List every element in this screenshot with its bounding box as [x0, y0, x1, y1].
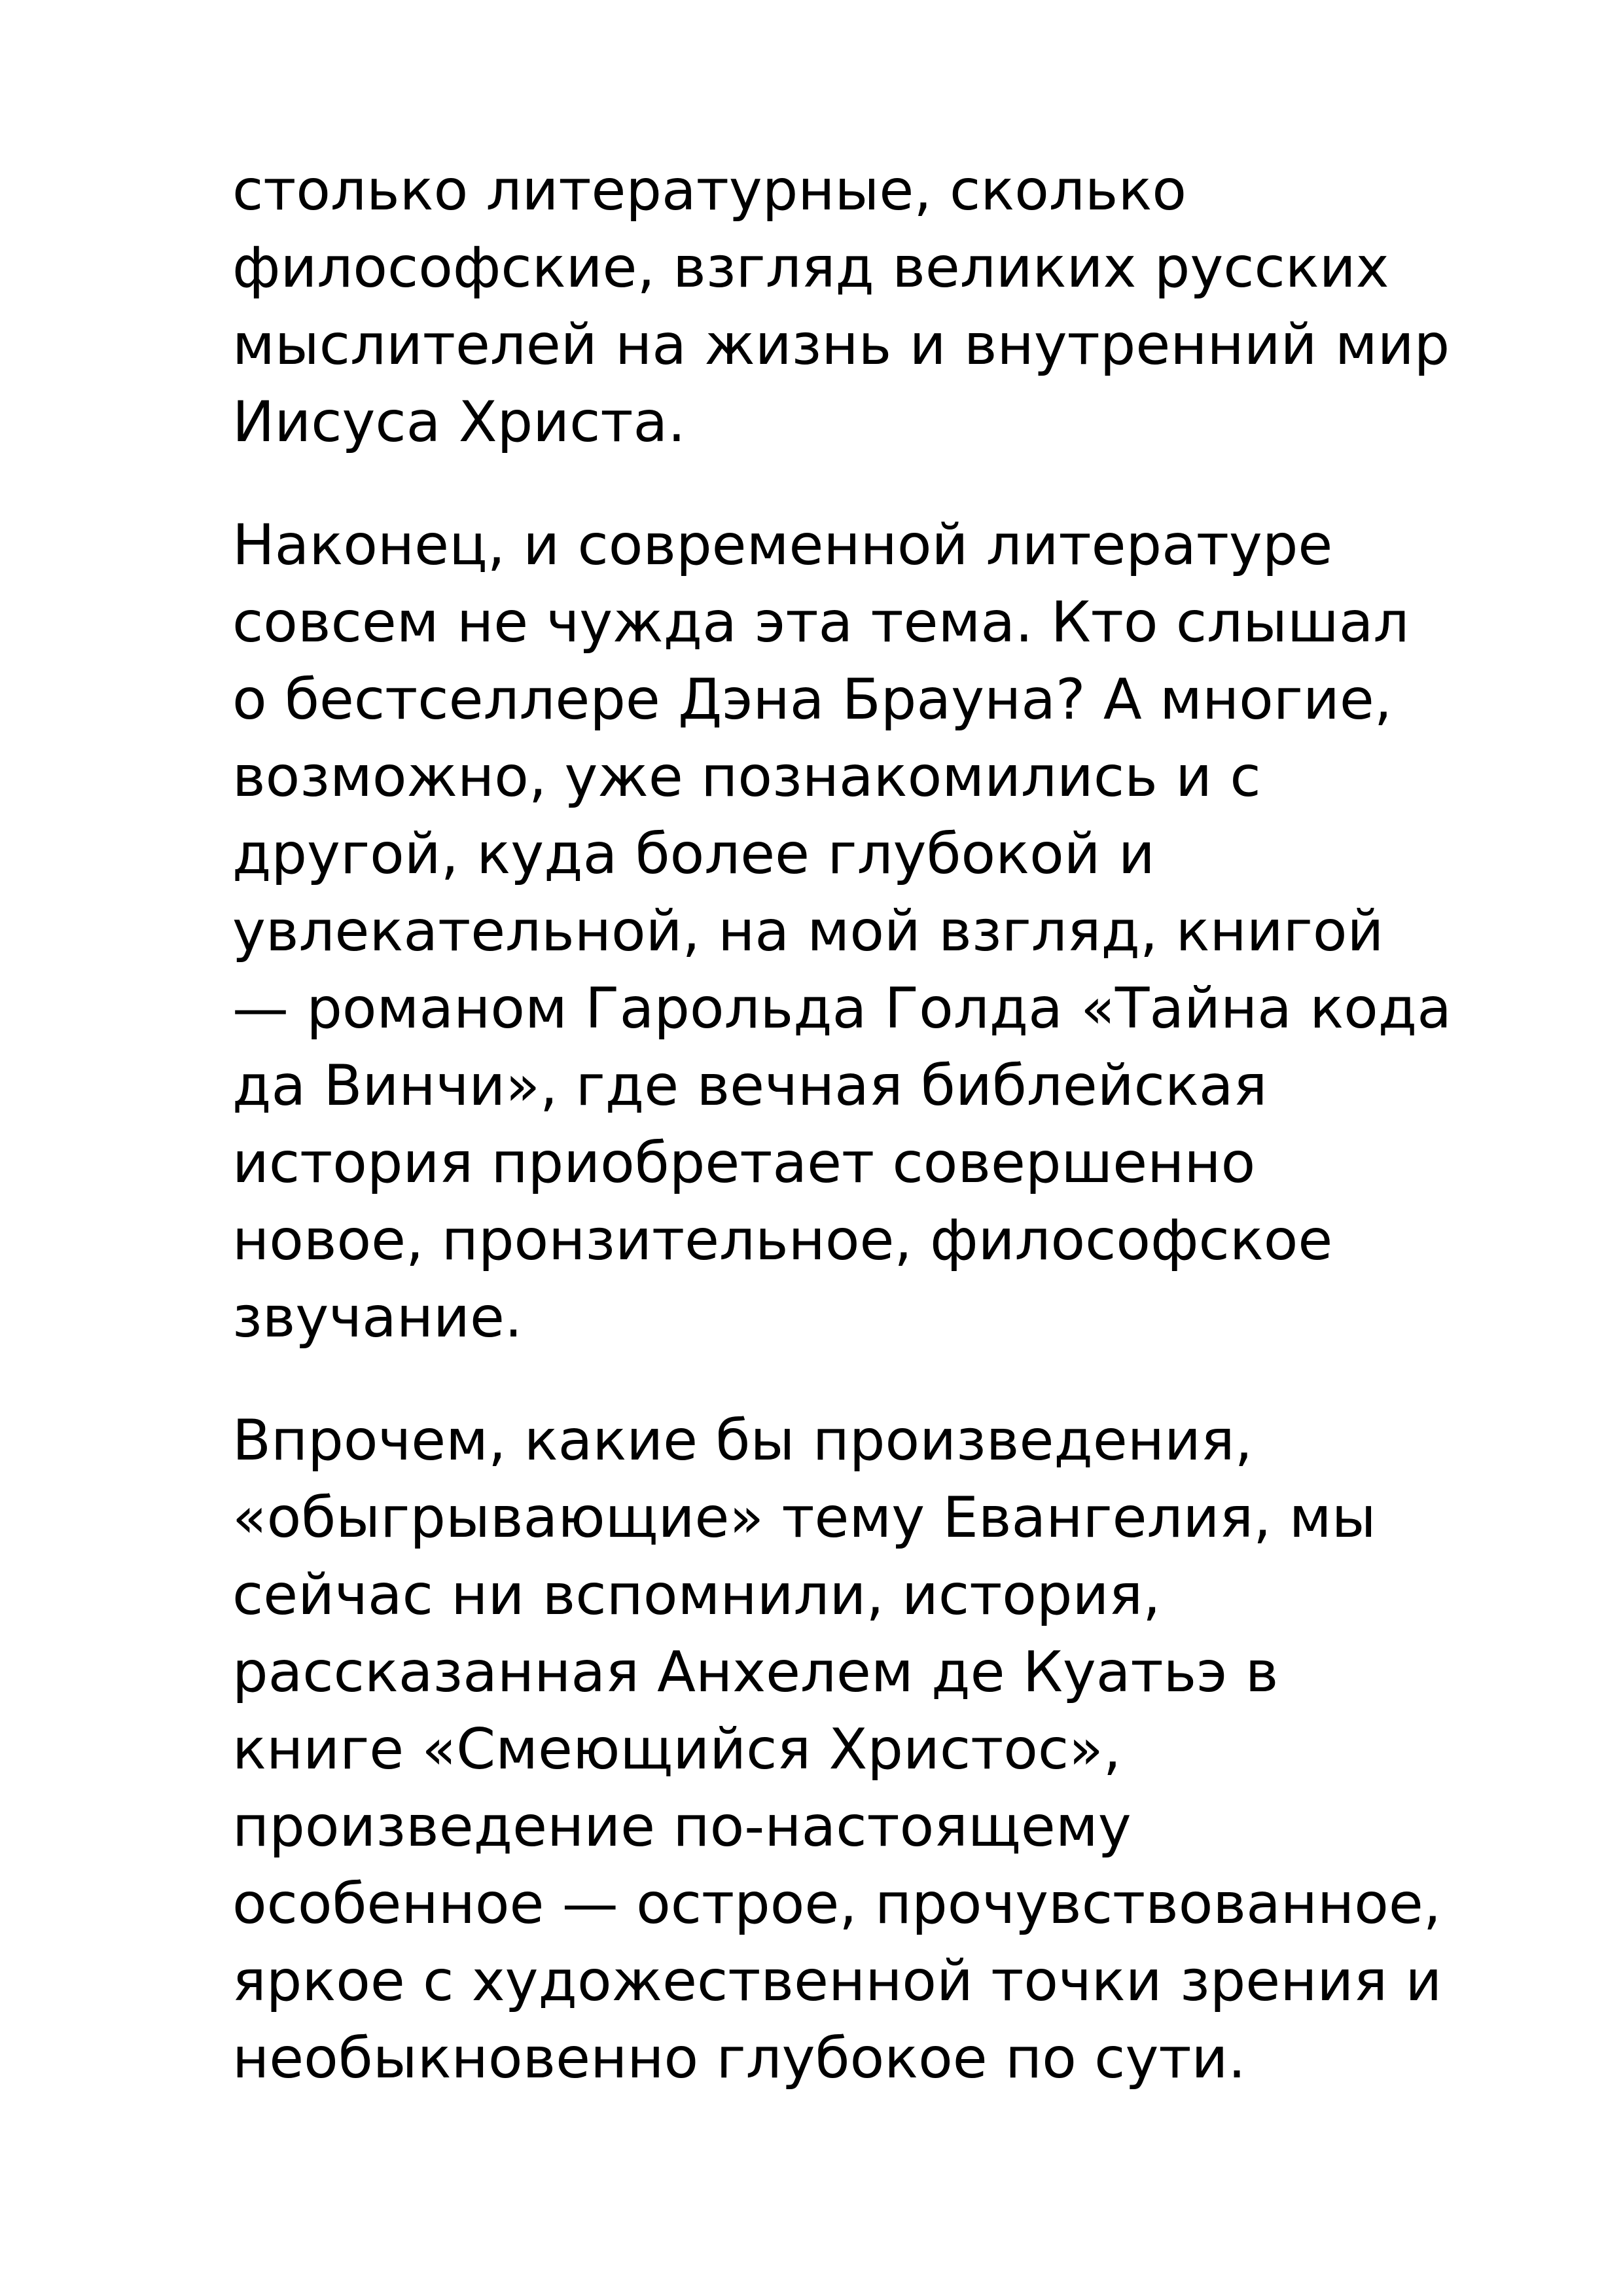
text-line: мыслителей на жизнь и внутренний мир [232, 312, 1450, 378]
text-line: о бестселлере Дэна Брауна? А многие, [232, 667, 1393, 732]
text-line: совсем не чужда эта тема. Кто слышал [232, 590, 1410, 655]
text-line: произведение по-настоящему [232, 1794, 1132, 1859]
text-line: — романом Гарольда Голда «Тайна кода [232, 976, 1452, 1041]
text-line: да Винчи», где вечная библейская [232, 1053, 1268, 1119]
text-line: другой, куда более глубокой и [232, 821, 1155, 887]
text-line: философские, взгляд великих русских [232, 235, 1389, 300]
text-line: книге «Смеющийся Христос», [232, 1717, 1122, 1782]
paragraph-2 [232, 507, 1548, 1356]
text-line: особенное — острое, прочувствованное, [232, 1871, 1442, 1937]
text-line: сейчас ни вспомнили, история, [232, 1562, 1161, 1628]
text-line: яркое с художественной точки зрения и [232, 1948, 1442, 2014]
text-line: звучание. [232, 1285, 523, 1350]
text-line: Наконец, и современной литературе [232, 512, 1333, 578]
text-line: возможно, уже познакомились и с [232, 744, 1261, 810]
text-line: необыкновенно глубокое по сути. [232, 2026, 1246, 2091]
body-text [232, 152, 1548, 2097]
paragraph-3 [232, 1402, 1548, 2097]
text-line: увлекательной, на мой взгляд, книгой [232, 899, 1384, 964]
text-line: Впрочем, какие бы произведения, [232, 1408, 1253, 1473]
text-line: Иисуса Христа. [232, 389, 686, 455]
text-line: столько литературные, сколько [232, 158, 1187, 223]
text-line: рассказанная Анхелем де Куатьэ в [232, 1640, 1279, 1705]
paragraph-1 [232, 152, 1548, 461]
text-line: «обыгрывающие» тему Евангелия, мы [232, 1485, 1376, 1551]
text-line: новое, пронзительное, философское [232, 1208, 1333, 1273]
text-line: история приобретает совершенно [232, 1130, 1256, 1196]
